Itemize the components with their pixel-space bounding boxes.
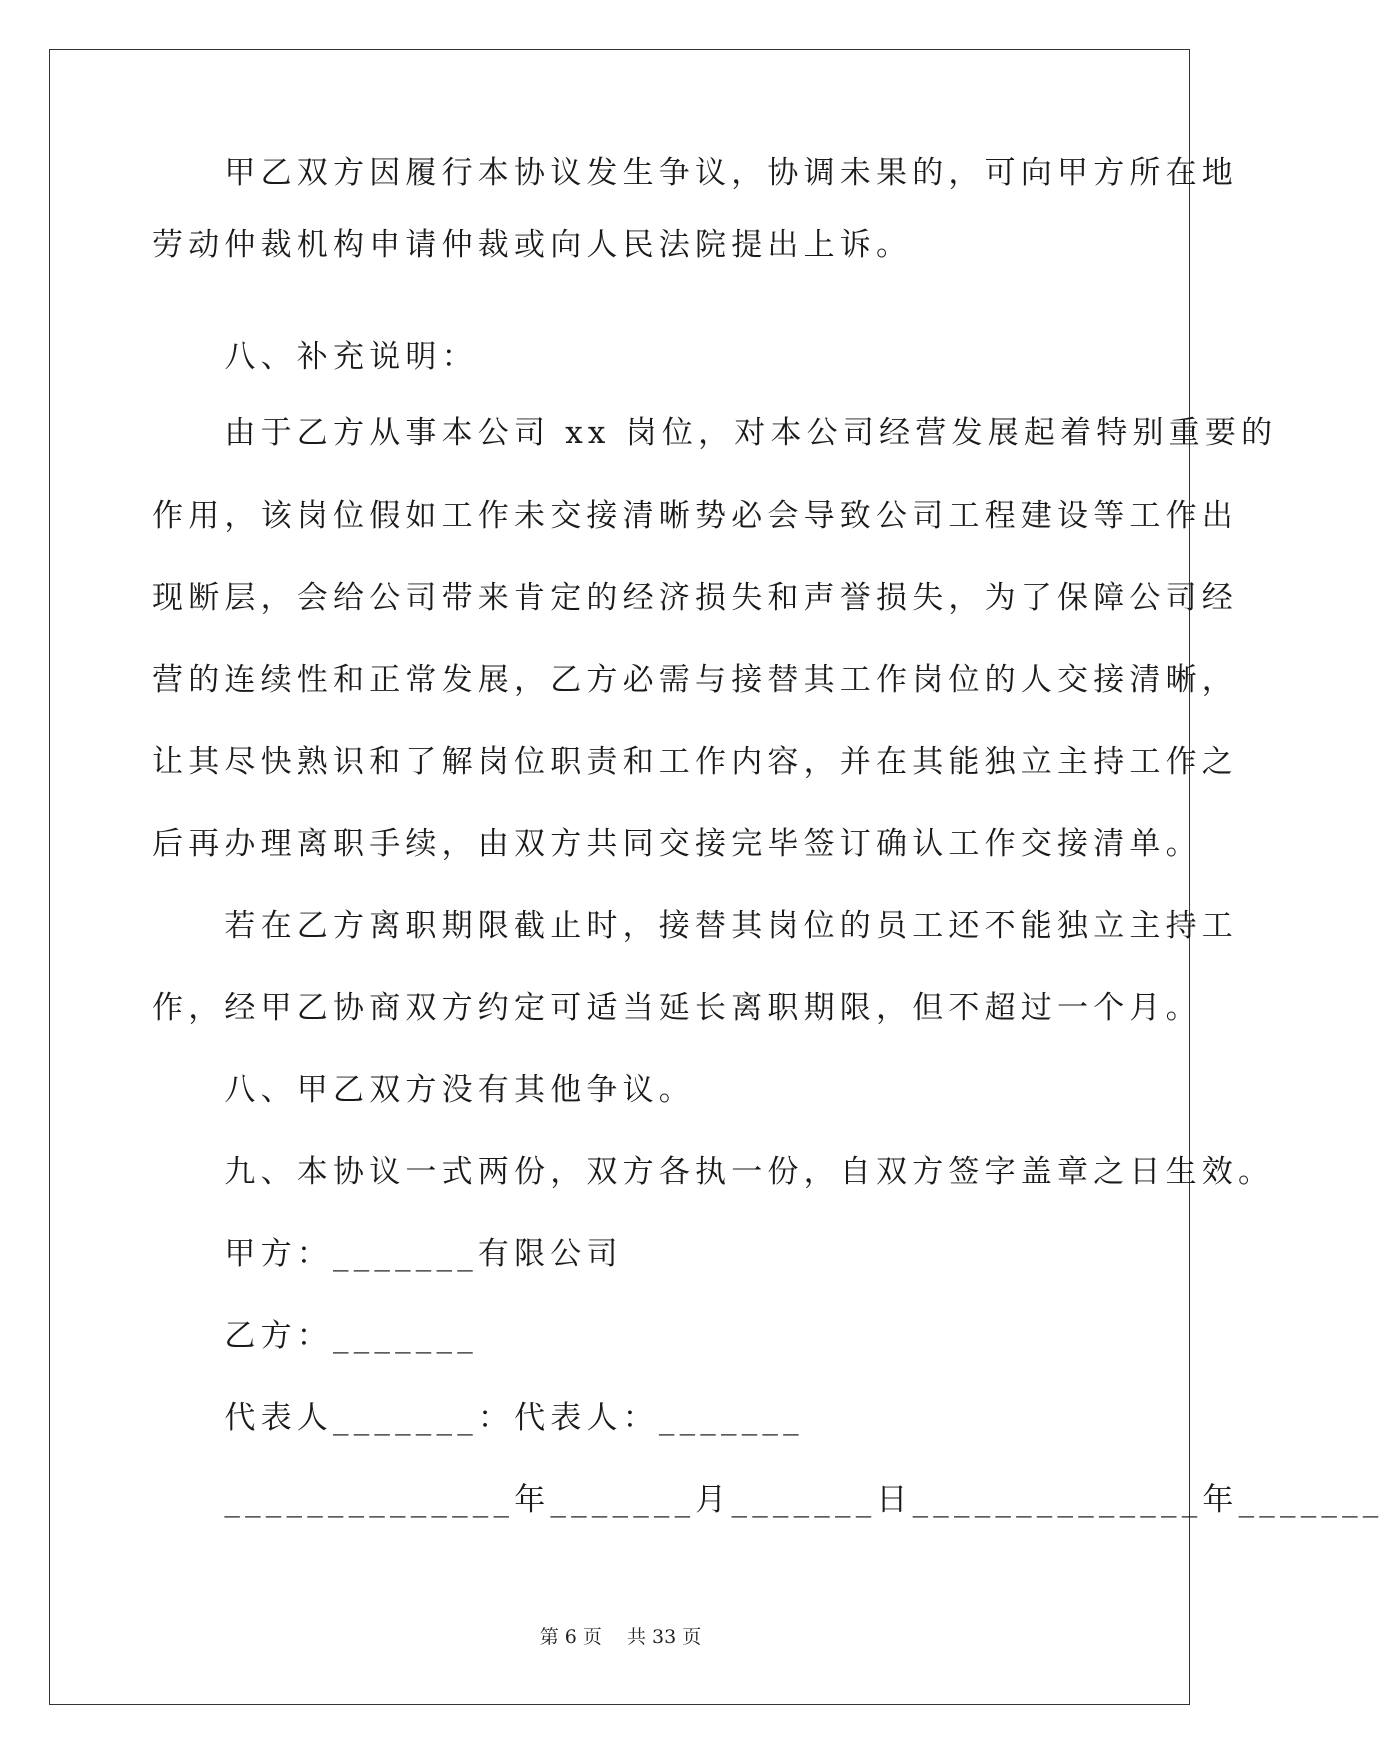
body-line: 营的连续性和正常发展，乙方必需与接替其工作岗位的人交接清晰，: [152, 662, 1238, 698]
page-footer: 第 6 页 共 33 页: [539, 1626, 702, 1648]
page-border: [49, 49, 1384, 1705]
body-line: 八、甲乙双方没有其他争议。: [152, 1072, 695, 1108]
body-line: 现断层，会给公司带来肯定的经济损失和声誉损失，为了保障公司经: [152, 580, 1238, 616]
date-line: ______________年_______月_______日______________年_______: [152, 1482, 1384, 1518]
body-line: 劳动仲裁机构申请仲裁或向人民法院提出上诉。: [152, 227, 913, 263]
body-line: 让其尽快熟识和了解岗位职责和工作内容，并在其能独立主持工作之: [152, 744, 1238, 780]
body-line: 由于乙方从事本公司 xx 岗位，对本公司经营发展起着特别重要的: [152, 415, 1278, 451]
body-line: 作，经甲乙协商双方约定可适当延长离职期限，但不超过一个月。: [152, 990, 1202, 1026]
body-line: 若在乙方离职期限截止时，接替其岗位的员工还不能独立主持工: [152, 908, 1238, 944]
party-b-line: 乙方：_______: [152, 1318, 478, 1354]
party-a-line: 甲方：_______有限公司: [152, 1236, 623, 1272]
body-line: 八、补充说明：: [152, 339, 478, 375]
body-line: 作用，该岗位假如工作未交接清晰势必会导致公司工程建设等工作出: [152, 498, 1238, 534]
body-line: 九、本协议一式两份，双方各执一份，自双方签字盖章之日生效。: [152, 1154, 1275, 1190]
representative-line: 代表人_______：代表人：_______: [152, 1400, 804, 1436]
body-line: 甲乙双方因履行本协议发生争议，协调未果的，可向甲方所在地: [152, 155, 1238, 191]
body-line: 后再办理离职手续，由双方共同交接完毕签订确认工作交接清单。: [152, 826, 1202, 862]
